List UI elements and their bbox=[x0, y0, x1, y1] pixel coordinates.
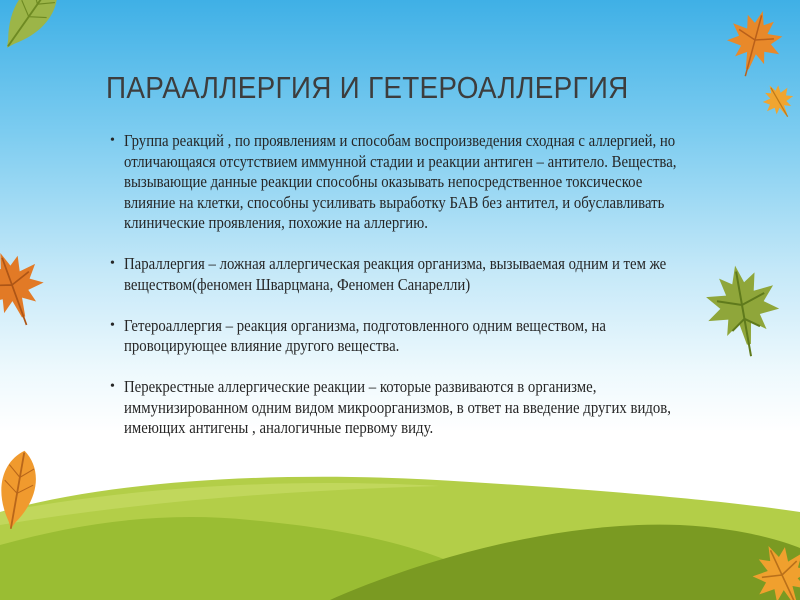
green-leaf-icon bbox=[0, 0, 69, 58]
bullet-list bbox=[106, 131, 746, 459]
slide-title: ПАРААЛЛЕРГИЯ И ГЕТЕРОАЛЛЕРГИЯ bbox=[106, 70, 629, 105]
maple-leaf-icon bbox=[719, 4, 789, 83]
autumn-leaf-icon bbox=[757, 78, 800, 124]
bullet-text: Гетероаллергия – реакция организма, подготовленного одним веществом, на провоцирующее влияние другого вещества. bbox=[124, 315, 606, 355]
bullet-text: Параллергия – ложная аллергическая реакция организма, вызываемая одним и тем же веществом(феномен Шварцмана, Феномен Санарелли) bbox=[124, 254, 667, 294]
bullet-item bbox=[106, 316, 746, 357]
bullet-item bbox=[106, 254, 746, 295]
orange-leaf-icon bbox=[0, 243, 55, 336]
bullet-text: Группа реакций , по проявлениям и способам воспроизведения сходная с аллергией, но отличающаяся отсутствием иммунной стадии и реакции антиген – антитело. Вещества, вызывающие данные реакции способны оказывать непосредственное токсическое влияние на клетки, способны усиливать выработку БАВ без антител, и обуславливать клинические проявления, похожие на аллергию. bbox=[124, 131, 677, 232]
bullet-text: Перекрестные аллергические реакции – которые развиваются в организме, иммунизированном одним видом микроорганизмов, в ответ на введение других видов, имеющих антигены , аналогичные первому виду. bbox=[124, 377, 671, 437]
bullet-marker: • bbox=[110, 133, 115, 148]
bullet-item bbox=[106, 377, 746, 439]
bullet-marker: • bbox=[110, 256, 115, 271]
bullet-item bbox=[106, 131, 746, 234]
bullet-marker: • bbox=[110, 379, 115, 394]
bullet-marker: • bbox=[110, 317, 115, 333]
